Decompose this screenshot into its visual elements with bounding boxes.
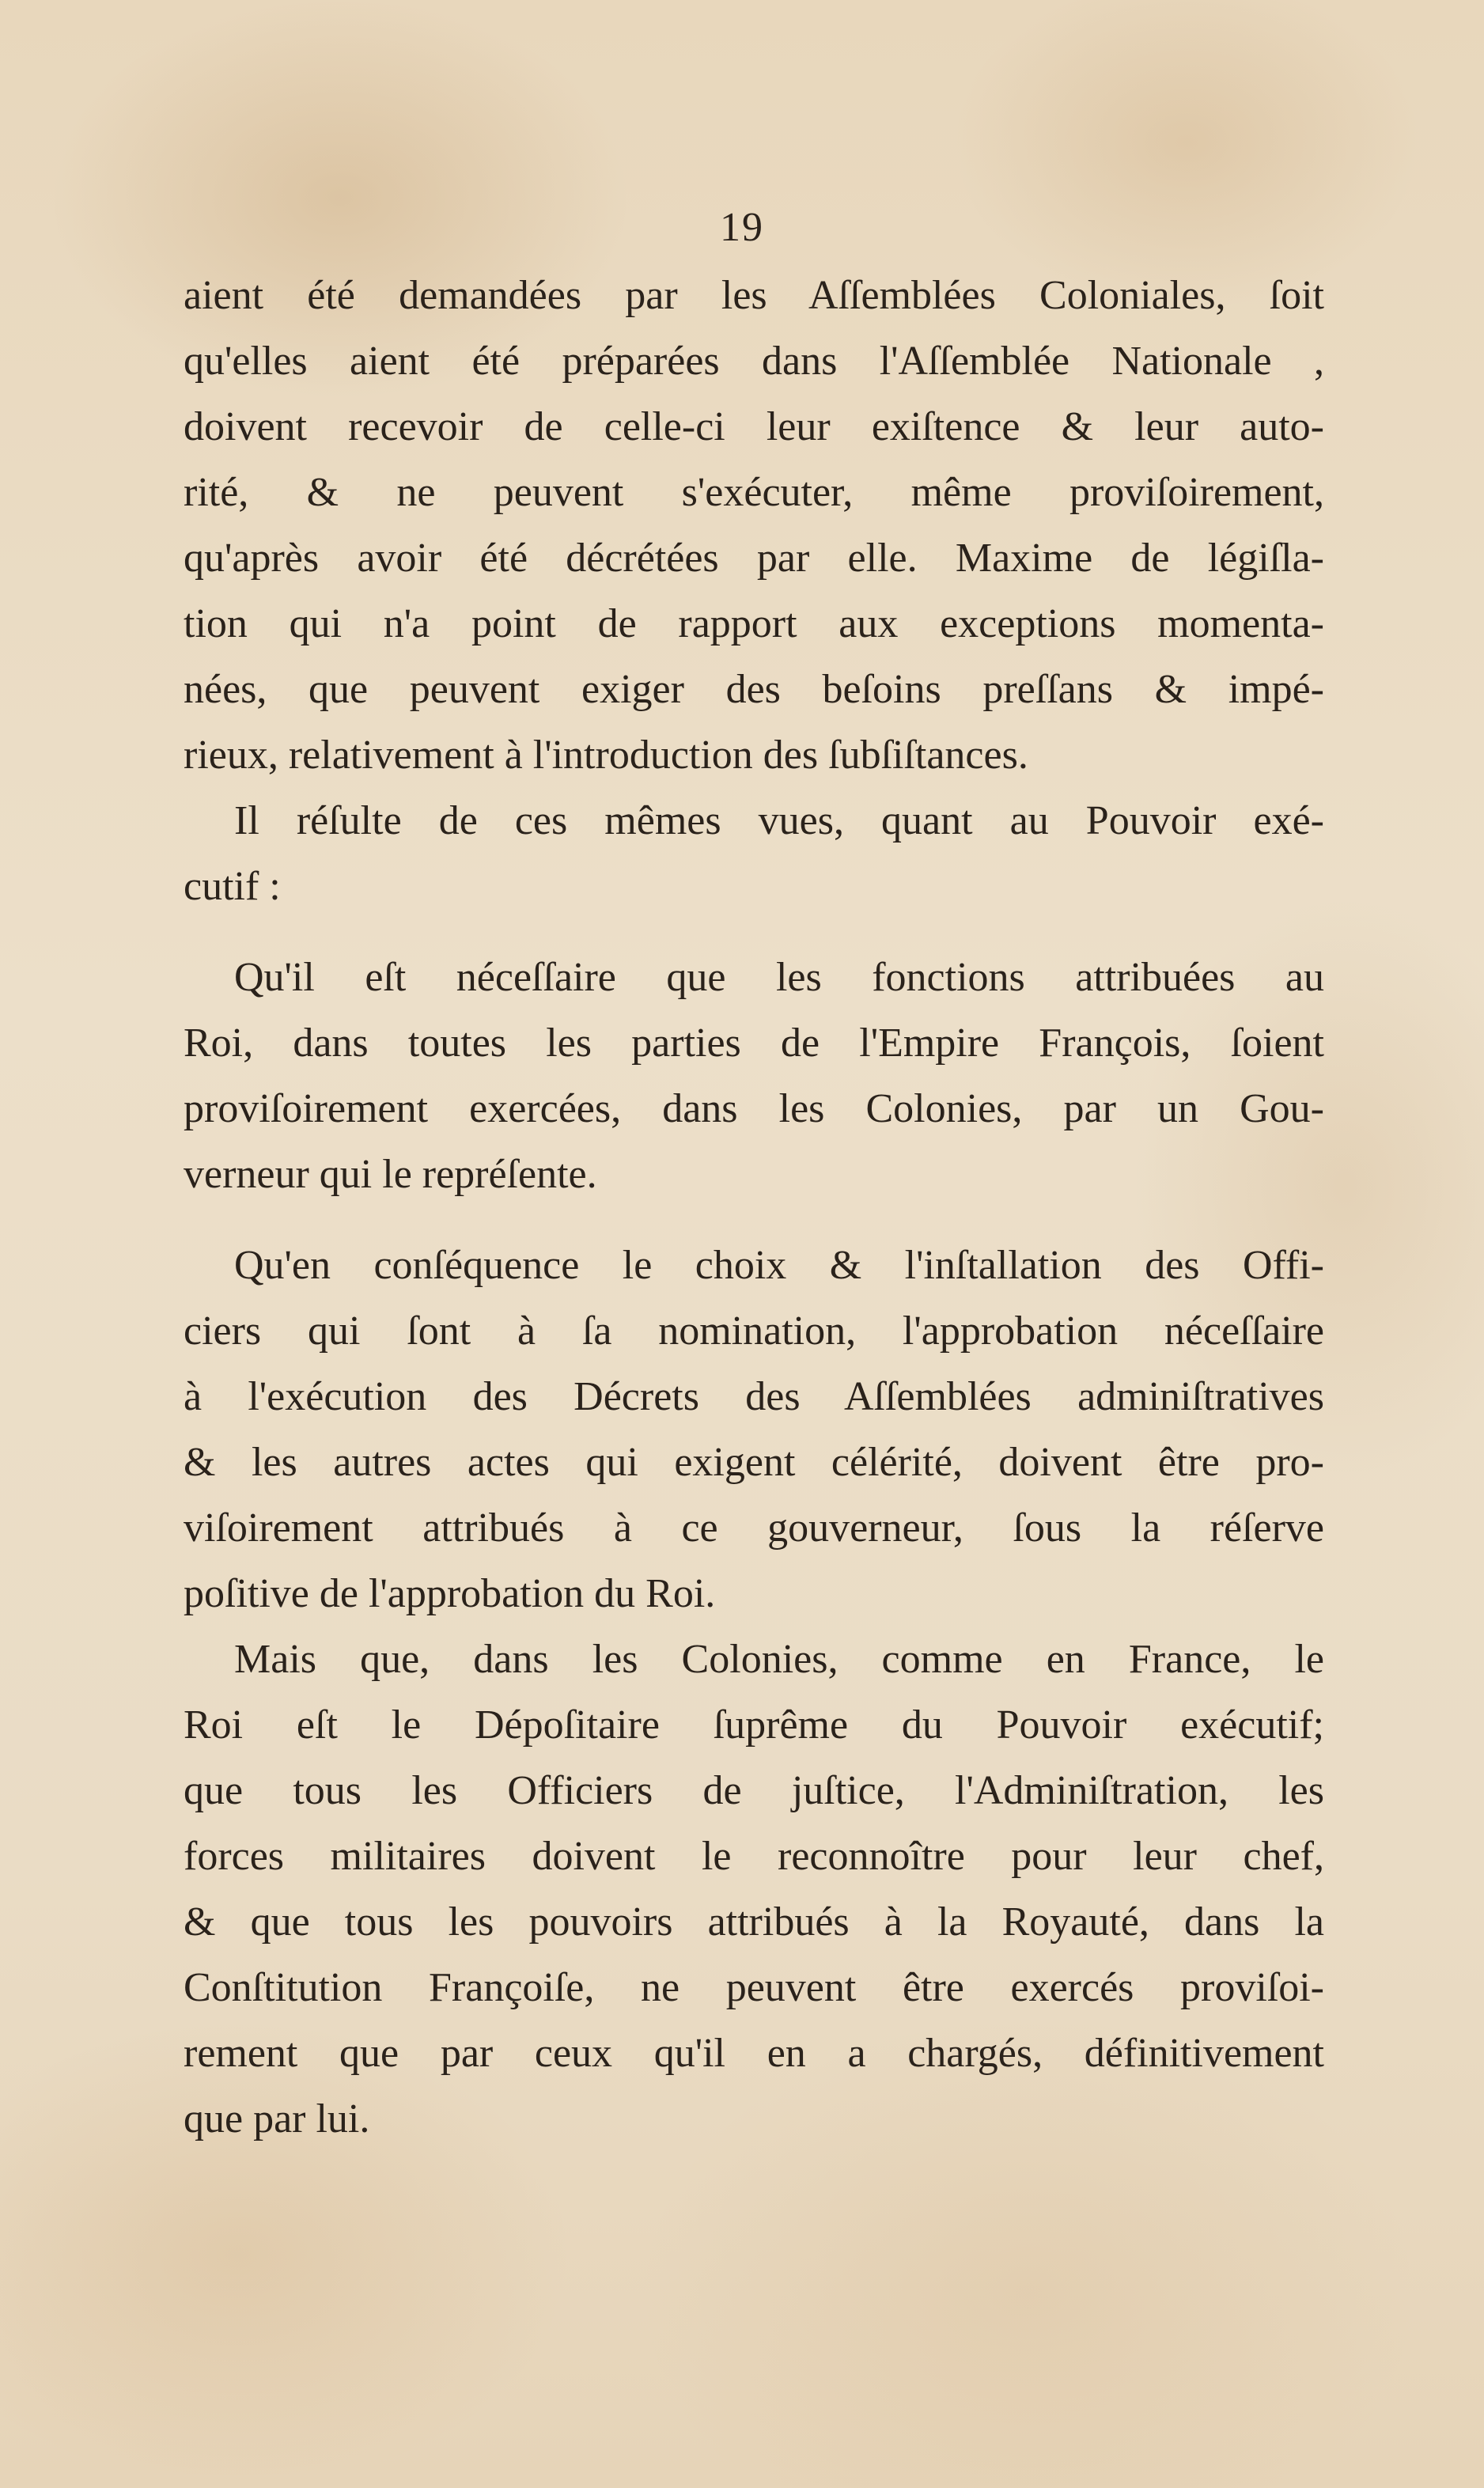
- paragraph: [184, 945, 1324, 1207]
- text-line: Roi eſt le Dépoſitaire ſuprême du Pouvoir exécutif;: [184, 1702, 1324, 1748]
- text-line: Il réſulte de ces mêmes vues, quant au Pouvoir exé-: [234, 798, 1324, 843]
- text-line: à l'exécution des Décrets des Aſſemblées adminiſtratives: [184, 1374, 1324, 1419]
- text-line: rieux, relativement à l'introduction des ſubſiſtances.: [184, 733, 1028, 778]
- text-line: poſitive de l'approbation du Roi.: [184, 1571, 716, 1616]
- page-number: 19: [720, 205, 764, 250]
- text-line: qu'après avoir été décrétées par elle. Maxime de légiſla-: [184, 536, 1324, 581]
- paragraph: [184, 1233, 1324, 1626]
- paragraph: [184, 788, 1324, 919]
- paragraph: [184, 263, 1324, 788]
- text-line: Qu'il eſt néceſſaire que les fonctions attribuées au: [234, 955, 1324, 1000]
- body-text: [184, 263, 1324, 2152]
- paragraph: [184, 1626, 1324, 2152]
- text-line: tion qui n'a point de rapport aux exceptions momenta-: [184, 601, 1324, 646]
- text-line: proviſoirement exercées, dans les Colonies, par un Gou-: [184, 1086, 1324, 1131]
- text-line: doivent recevoir de celle-ci leur exiſtence & leur auto-: [184, 404, 1324, 449]
- text-line: cutif :: [184, 864, 281, 909]
- paragraph-gap: [184, 919, 1324, 945]
- text-line: viſoirement attribués à ce gouverneur, ſous la réſerve: [184, 1505, 1324, 1551]
- text-line: que tous les Officiers de juſtice, l'Adminiſtration, les: [184, 1768, 1324, 1813]
- text-line: ciers qui ſont à ſa nomination, l'approbation néceſſaire: [184, 1308, 1324, 1354]
- text-line: Qu'en conſéquence le choix & l'inſtallation des Offi-: [234, 1243, 1324, 1288]
- text-line: rité, & ne peuvent s'exécuter, même proviſoirement,: [184, 470, 1324, 515]
- text-line: rement que par ceux qu'il en a chargés, définitivement: [184, 2031, 1324, 2076]
- paragraph-gap: [184, 1207, 1324, 1233]
- text-line: Conſtitution Françoiſe, ne peuvent être exercés proviſoi-: [184, 1965, 1324, 2010]
- text-line: Roi, dans toutes les parties de l'Empire François, ſoient: [184, 1021, 1324, 1066]
- text-line: & que tous les pouvoirs attribués à la Royauté, dans la: [184, 1899, 1324, 1945]
- text-line: verneur qui le repréſente.: [184, 1152, 597, 1197]
- text-line: nées, que peuvent exiger des beſoins preſſans & impé-: [184, 667, 1324, 712]
- text-line: qu'elles aient été préparées dans l'Aſſemblée Nationale ,: [184, 339, 1324, 384]
- text-line: aient été demandées par les Aſſemblées Coloniales, ſoit: [184, 273, 1324, 318]
- text-line: forces militaires doivent le reconnoître pour leur chef,: [184, 1834, 1324, 1879]
- text-line: Mais que, dans les Colonies, comme en France, le: [234, 1637, 1324, 1682]
- text-line: que par lui.: [184, 2096, 370, 2141]
- text-line: & les autres actes qui exigent célérité, doivent être pro-: [184, 1440, 1324, 1485]
